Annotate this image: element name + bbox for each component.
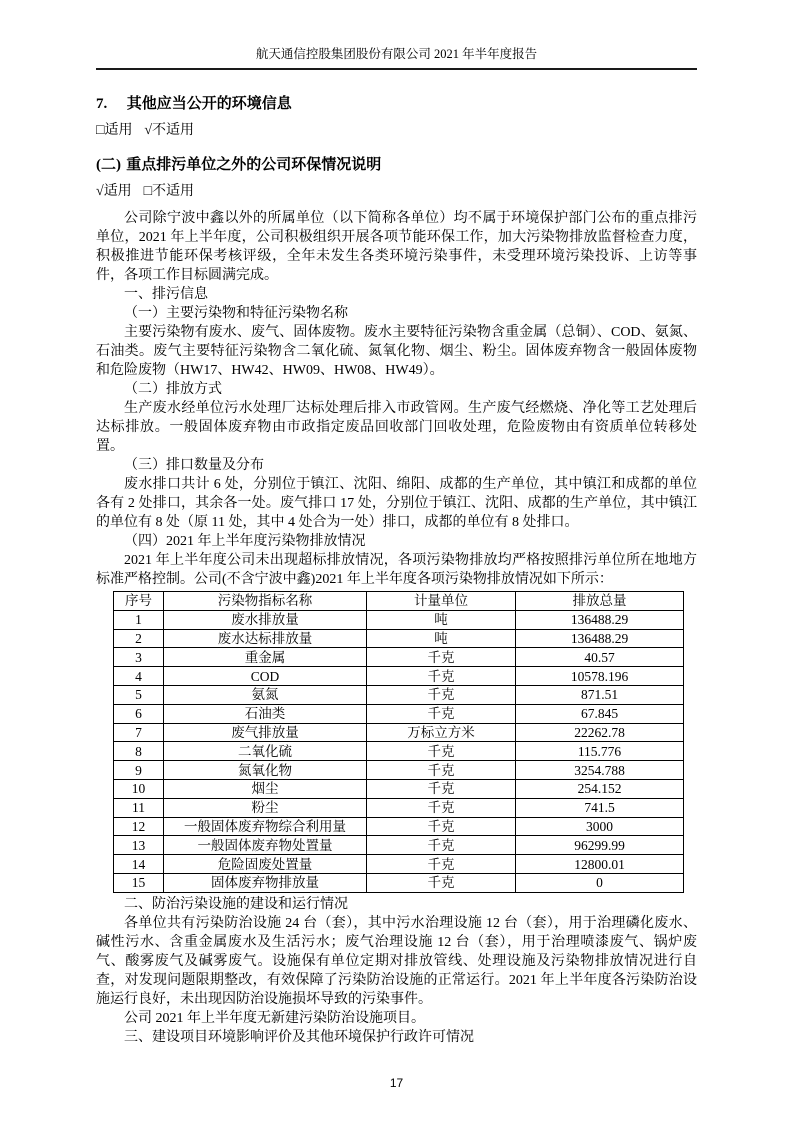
cell-index: 12 [114,817,164,836]
table-row [114,610,684,629]
paragraph-outlet-distribution: 废水排口共计 6 处，分别位于镇江、沈阳、绵阳、成都的生产单位，其中镇江和成都的单位各有 2 处排口，其余各一处。废气排口 17 处，分别位于镇江、沈阳、成都的生产单位，其中镇江的单位有 8 处（原 11 处，其中 4 处合为一处）排口，成都的单位有 8 处排口。 [96,477,697,530]
cell-index: 15 [114,873,164,892]
cell-index: 7 [114,723,164,742]
cell-unit: 千克 [367,685,516,704]
cell-total: 96299.99 [516,836,684,855]
applicability-option [144,184,194,199]
cell-index: 10 [114,779,164,798]
cell-total: 0 [516,873,684,892]
column-header-total: 排放总量 [516,592,684,611]
pollutant-emission-table [113,591,684,893]
cell-pollutant: 重金属 [164,648,367,667]
cell-total: 3254.788 [516,761,684,780]
cell-total: 67.845 [516,704,684,723]
subheading-emission-info: 一、排污信息 [124,287,208,302]
cell-pollutant: 废气排放量 [164,723,367,742]
cell-unit: 吨 [367,629,516,648]
page-footer [0,1076,793,1090]
table-row [114,873,684,892]
cell-pollutant: 废水排放量 [164,610,367,629]
section-2-applicability [96,182,697,201]
cell-total: 10578.196 [516,667,684,686]
cell-pollutant: 氮氧化物 [164,761,367,780]
section-7-number: 7. [96,96,108,112]
cell-pollutant: 废水达标排放量 [164,629,367,648]
subheading-facilities: 二、防治污染设施的建设和运行情况 [124,896,348,912]
checkmark-icon: √ [96,184,104,199]
paragraph-emission-situation: 2021 年上半年度公司未出现超标排放情况，各项污染物排放均严格按照排污单位所在地地方标准严格控制。公司(不含宁波中鑫)2021 年上半年度各项污染物排放情况如下所示： [96,553,697,587]
cell-unit: 千克 [367,779,516,798]
cell-total: 136488.29 [516,610,684,629]
cell-unit: 吨 [367,610,516,629]
table-row [114,685,684,704]
cell-index: 8 [114,742,164,761]
cell-index: 11 [114,798,164,817]
table-row [114,648,684,667]
cell-index: 9 [114,761,164,780]
document-header-title: 航天通信控股集团股份有限公司 2021 年半年度报告 [255,47,538,61]
cell-total: 254.152 [516,779,684,798]
table-row [114,798,684,817]
document-header [96,0,697,70]
cell-total: 115.776 [516,742,684,761]
subheading-outlet-distribution: （三）排口数量及分布 [124,458,264,473]
column-header-index: 序号 [114,592,164,611]
subheading-pollutant-names: （一）主要污染物和特征污染物名称 [124,306,348,321]
section-2-heading [96,155,697,175]
option-label: 不适用 [152,184,195,199]
cell-pollutant: 固体废弃物排放量 [164,873,367,892]
section-7-applicability [96,121,697,140]
checkbox-unchecked-icon: □ [143,184,153,199]
paragraph-facilities: 各单位共有污染防治设施 24 台（套），其中污水治理设施 12 台（套），用于治理磷化废水、碱性污水、含重金属废水及生活污水；废气治理设施 12 台（套），用于治理喷漆废气、锅炉废气、酸雾废气及碱雾废气。设施保有单位定期对排放管线、处理设施及污染物排放情况进行自查，对发现问题限期整改，有效保障了污染防治设施的正常运行。2021 年上半年度各污染防治设施运行良好，未出现因防治设施损坏导致的污染事件。 [96,915,697,1007]
applicability-option [96,123,132,138]
cell-pollutant: 危险固废处置量 [164,855,367,874]
cell-pollutant: 一般固体废弃物综合利用量 [164,817,367,836]
paragraph-discharge-method: 生产废水经单位污水处理厂达标处理后排入市政管网。生产废气经燃烧、净化等工艺处理后达标排放。一般固体废弃物由市政指定废品回收部门回收处理，危险废物由有资质单位转移处置。 [96,401,697,454]
cell-index: 14 [114,855,164,874]
applicability-option [96,184,132,199]
paragraph-no-new-facilities: 公司 2021 年上半年度无新建污染防治设施项目。 [124,1010,425,1026]
table-row [114,629,684,648]
cell-unit: 千克 [367,873,516,892]
cell-total: 40.57 [516,648,684,667]
table-row [114,855,684,874]
cell-pollutant: 烟尘 [164,779,367,798]
page-number: 17 [389,1076,404,1090]
subheading-emission-situation: （四）2021 年上半年度污染物排放情况 [124,534,366,549]
applicability-option [144,123,194,138]
column-header-pollutant: 污染物指标名称 [164,592,367,611]
cell-unit: 千克 [367,836,516,855]
page-content [96,94,697,1047]
table-row [114,742,684,761]
cell-unit: 千克 [367,817,516,836]
option-label: 适用 [103,184,132,199]
cell-pollutant: 二氧化硫 [164,742,367,761]
cell-pollutant: 粉尘 [164,798,367,817]
cell-unit: 千克 [367,761,516,780]
cell-pollutant: 一般固体废弃物处置量 [164,836,367,855]
cell-unit: 千克 [367,667,516,686]
cell-total: 22262.78 [516,723,684,742]
cell-index: 2 [114,629,164,648]
cell-unit: 万标立方米 [367,723,516,742]
checkbox-unchecked-icon: □ [96,123,105,138]
cell-pollutant: 氨氮 [164,685,367,704]
table-row [114,704,684,723]
cell-unit: 千克 [367,855,516,874]
cell-unit: 千克 [367,798,516,817]
cell-total: 871.51 [516,685,684,704]
cell-total: 3000 [516,817,684,836]
section-7-heading [96,94,697,114]
option-label: 不适用 [152,123,195,138]
cell-total: 741.5 [516,798,684,817]
checkmark-icon: √ [144,123,153,138]
cell-total: 12800.01 [516,855,684,874]
cell-total: 136488.29 [516,629,684,648]
cell-index: 1 [114,610,164,629]
cell-index: 3 [114,648,164,667]
table-row [114,723,684,742]
section-2-number: (二) [96,157,121,173]
subheading-discharge-method: （二）排放方式 [124,382,222,397]
paragraph-pollutant-names: 主要污染物有废水、废气、固体废物。废水主要特征污染物含重金属（总铜）、COD、氨氮、石油类。废气主要特征污染物含二氧化硫、氮氧化物、烟尘、粉尘。固体废弃物含一般固体废物和危险废物（HW17、HW42、HW09、HW08、HW49）。 [96,325,697,378]
table-row [114,761,684,780]
cell-unit: 千克 [367,742,516,761]
section-7-title: 其他应当公开的环境信息 [126,96,292,112]
cell-index: 5 [114,685,164,704]
table-header-row [114,592,684,611]
table-row [114,779,684,798]
section-2-title: 重点排污单位之外的公司环保情况说明 [126,157,382,173]
table-row [114,667,684,686]
cell-index: 13 [114,836,164,855]
section-body [96,209,697,1047]
column-header-unit: 计量单位 [367,592,516,611]
subheading-eia: 三、建设项目环境影响评价及其他环境保护行政许可情况 [124,1029,474,1045]
cell-pollutant: 石油类 [164,704,367,723]
paragraph-overview: 公司除宁波中鑫以外的所属单位（以下简称各单位）均不属于环境保护部门公布的重点排污单位，2021 年上半年度，公司积极组织开展各项节能环保工作，加大污染物排放监督检查力度，积极推进节能环保考核评级，全年未发生各类环境污染事件，未受理环境污染投诉、上访等事件，各项工作目标圆满完成。 [96,211,697,283]
cell-pollutant: COD [164,667,367,686]
table-row [114,836,684,855]
cell-unit: 千克 [367,648,516,667]
table-row [114,817,684,836]
cell-unit: 千克 [367,704,516,723]
cell-index: 6 [114,704,164,723]
cell-index: 4 [114,667,164,686]
option-label: 适用 [104,123,133,138]
